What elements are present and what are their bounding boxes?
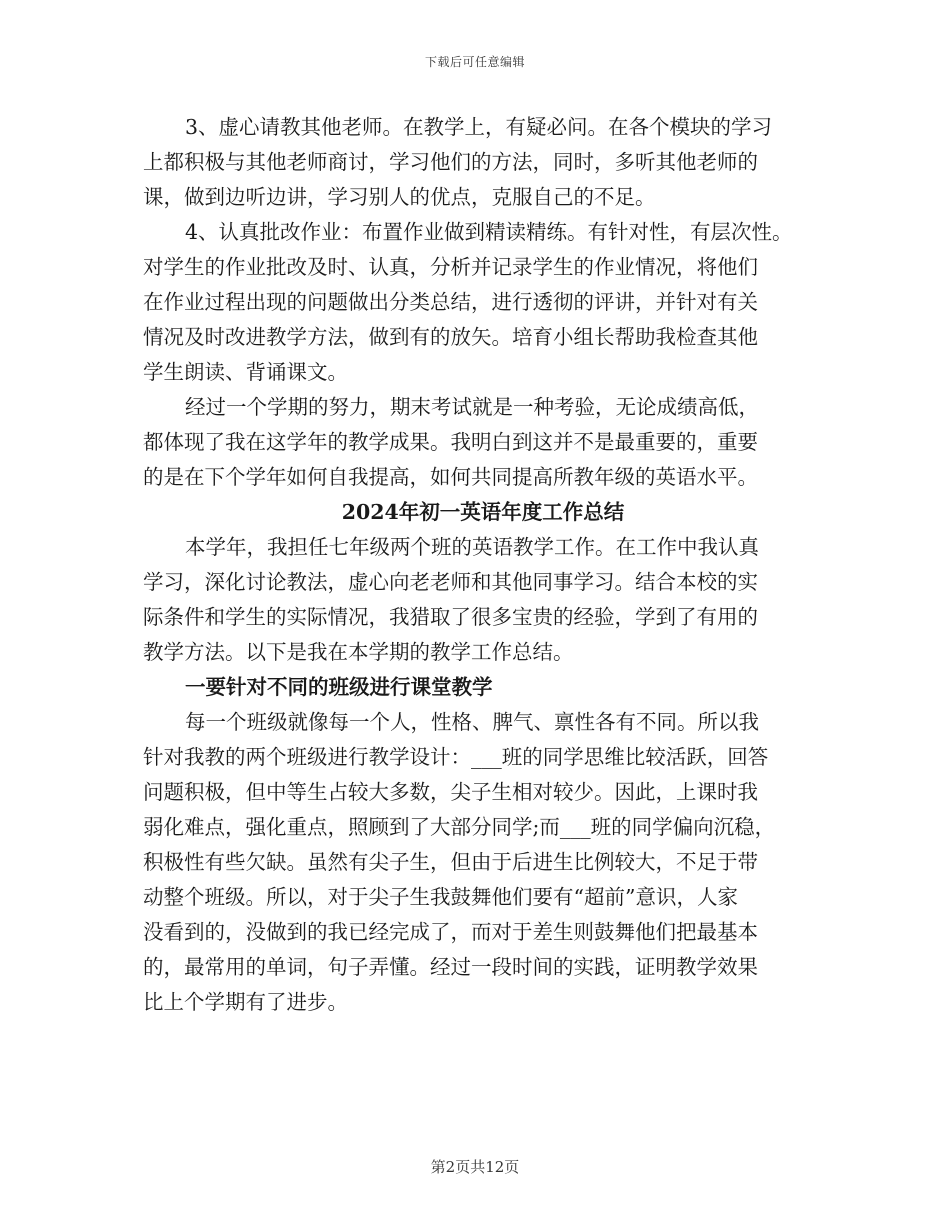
text-line: 动整个班级。所以，对于尖子生我鼓舞他们要有“超前”意识，人家: [143, 885, 738, 909]
paragraph-item-3: [143, 110, 823, 215]
text-line: 上都积极与其他老师商讨，学习他们的方法，同时，多听其他老师的: [143, 150, 758, 174]
text-line: 本学年，我担任七年级两个班的英语教学工作。在工作中我认真: [185, 535, 759, 559]
text-line: 3、虚心请教其他老师。在教学上，有疑必问。在各个模块的学习: [185, 115, 773, 139]
text-line: 课，做到边听边讲，学习别人的优点，克服自己的不足。: [143, 185, 656, 209]
text-line: 针对我教的两个班级进行教学设计：___班的同学思维比较活跃，回答: [143, 745, 769, 769]
document-content: [143, 110, 823, 1020]
text-line: 在作业过程出现的问题做出分类总结，进行透彻的评讲，并针对有关: [143, 290, 758, 314]
text-line: 的，最常用的单词，句子弄懂。经过一段时间的实践，证明教学效果: [143, 955, 758, 979]
section-heading: 一要针对不同的班级进行课堂教学: [185, 675, 493, 699]
header-note: 下载后可任意编辑: [424, 55, 525, 69]
paragraph-intro: [143, 530, 823, 670]
text-line: 4、认真批改作业：布置作业做到精读精练。有针对性，有层次性。: [185, 220, 793, 244]
text-line: 教学方法。以下是我在本学期的教学工作总结。: [143, 640, 574, 664]
text-line: 比上个学期有了进步。: [143, 990, 348, 1014]
text-line: 经过一个学期的努力，期末考试就是一种考验，无论成绩高低，: [185, 395, 759, 419]
paragraph-conclusion: [143, 390, 823, 495]
paragraph-item-4: [143, 215, 823, 390]
text-line: 际条件和学生的实际情况，我猎取了很多宝贵的经验，学到了有用的: [143, 605, 758, 629]
text-line: 的是在下个学年如何自我提高，如何共同提高所教年级的英语水平。: [143, 465, 758, 489]
text-line: 每一个班级就像每一个人，性格、脾气、禀性各有不同。所以我: [185, 710, 759, 734]
text-line: 学习，深化讨论教法，虚心向老老师和其他同事学习。结合本校的实: [143, 570, 758, 594]
page-number: 第2页共12页: [430, 1158, 520, 1176]
text-line: 没看到的，没做到的我已经完成了，而对于差生则鼓舞他们把最基本: [143, 920, 758, 944]
text-line: 弱化难点，强化重点，照顾到了大部分同学;而___班的同学偏向沉稳，: [143, 815, 776, 839]
text-line: 都体现了我在这学年的教学成果。我明白到这并不是最重要的，重要: [143, 430, 758, 454]
paragraph-body: [143, 705, 823, 1020]
text-line: 积极性有些欠缺。虽然有尖子生，但由于后进生比例较大，不足于带: [143, 850, 758, 874]
document-title: 2024年初一英语年度工作总结: [341, 500, 625, 524]
text-line: 对学生的作业批改及时、认真，分析并记录学生的作业情况，将他们: [143, 255, 758, 279]
text-line: 情况及时改进教学方法，做到有的放矢。培育小组长帮助我检查其他: [143, 325, 758, 349]
text-line: 问题积极，但中等生占较大多数，尖子生相对较少。因此，上课时我: [143, 780, 758, 804]
text-line: 学生朗读、背诵课文。: [143, 360, 348, 384]
